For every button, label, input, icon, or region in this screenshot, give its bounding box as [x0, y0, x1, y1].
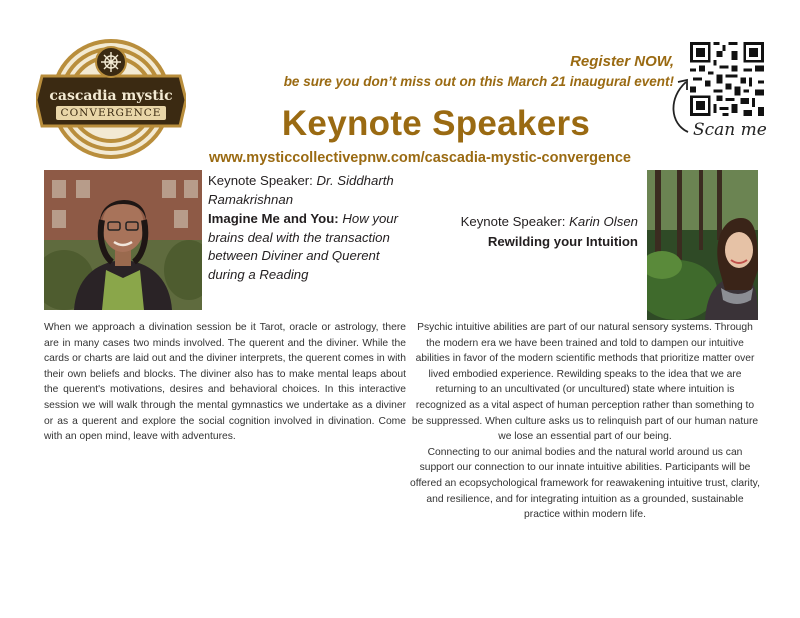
logo-text-line2: CONVERGENCE: [56, 106, 166, 120]
speaker1-talk: [208, 210, 408, 284]
cascadia-mystic-logo: [36, 36, 186, 162]
speaker1-name: Dr. Siddharth Ramakrishnan: [208, 173, 394, 207]
event-url-link[interactable]: www.mysticcollectivepnw.com/cascadia-mystic-convergence: [208, 150, 631, 166]
speaker1-talk-subtitle: How your brains deal with the transaction between Diviner and Querent during a Reading: [208, 211, 399, 282]
speaker1-heading: [208, 172, 408, 209]
speaker2-prefix: Keynote Speaker:: [460, 214, 570, 229]
speaker2-paragraph1: Psychic intuitive abilities are part of our natural sensory systems. Through the modern era we have been trained and told to dampen our intuitive abilities in favor of the modern scientific methods that prioritize matter over lived embodied experience. Rewilding speaks to the idea that we are returning to an uncultivated (or uncultured) state where intuition is recognized as a vital aspect of human perception rather than something to be suppressed. When culture asks us to relinquish part of our human nature we lose an essential part of our being.: [411, 322, 759, 443]
speaker2-heading: [430, 212, 638, 252]
speaker2-talk-title: Rewilding your Intuition: [487, 234, 638, 249]
page-title: Keynote Speakers: [281, 104, 591, 143]
register-line2: be sure you don’t miss out on this March 21 inaugural event!: [283, 74, 674, 89]
speaker1-description: When we approach a divination session be it Tarot, oracle or astrology, there are in many cases two minds involved. The querent and the diviner. While the cards or charts are laid out and the diviner interprets, the querent comes in with their own beliefs and blocks. The diviner also has to make mental leaps about the querent's motivations, desires and behavioral choices. In this interactive session we will walk through the mental gymnastics we undertake as a diviner or as a querent and explore the social cognition involved in divination. Come with an open mind, leave with adventures.: [44, 322, 406, 443]
register-callout: [194, 52, 674, 91]
speaker2-photo: [647, 170, 758, 320]
logo-text-line1: cascadia mystic: [49, 88, 173, 104]
qr-code[interactable]: [690, 42, 764, 116]
speaker2-paragraph2: Connecting to our animal bodies and the natural world around us can support our connection to our innate intuitive abilities. Participants will be offered an ecopsychological framework for reawakening intuitive trust, clarity, and resilience, and for integrating intuition as a grounded, sustainable practice within modern life.: [410, 446, 760, 521]
speaker1-prefix: Keynote Speaker:: [208, 173, 317, 188]
speaker1-talk-title: Imagine Me and You:: [208, 211, 339, 226]
speaker2-name: Karin Olsen: [569, 214, 638, 229]
scan-me-caption: Scan me: [693, 120, 767, 140]
speaker2-description: [410, 320, 760, 523]
register-line1: Register NOW,: [570, 53, 674, 70]
qr-code-icon: [690, 42, 764, 116]
speaker1-photo: [44, 170, 202, 310]
